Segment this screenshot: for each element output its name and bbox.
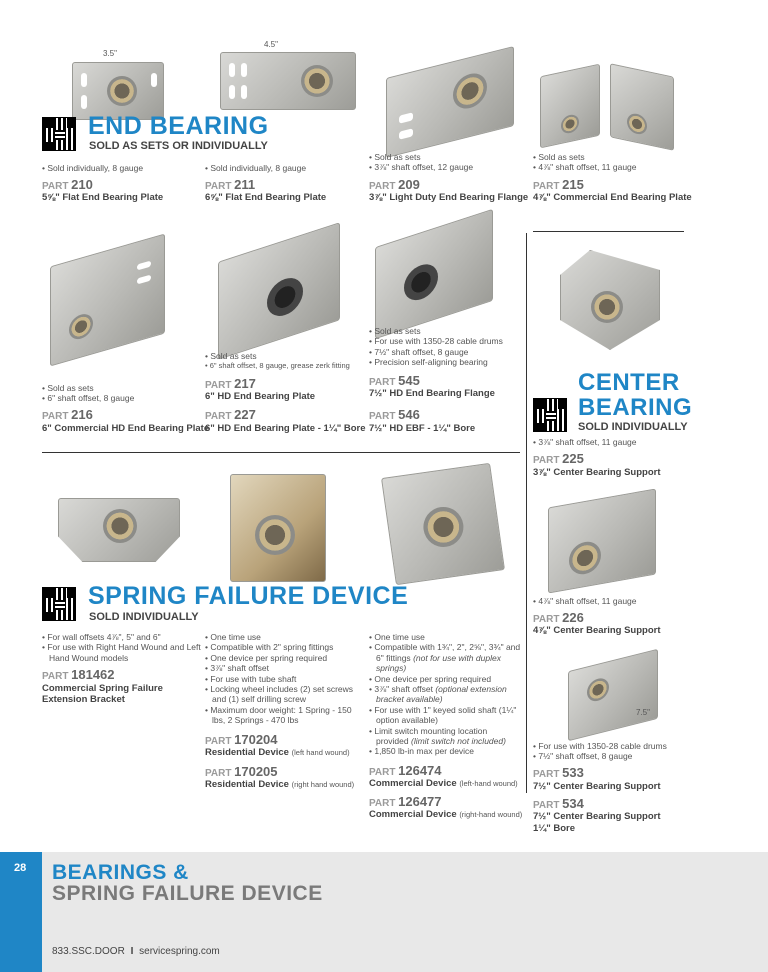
part-description-225: 3⅞" Center Bearing Support bbox=[533, 467, 661, 478]
part-number-225 bbox=[533, 451, 584, 466]
section-subtitle-spring-failure: SOLD INDIVIDUALLY bbox=[89, 611, 199, 623]
part-label: PART bbox=[205, 768, 232, 779]
part-label: PART bbox=[533, 614, 560, 625]
footer-phone[interactable]: 833.SSC.DOOR bbox=[52, 946, 125, 957]
feature-item: • Sold as sets bbox=[42, 383, 202, 393]
page-number: 28 bbox=[14, 862, 27, 874]
part-label: PART bbox=[533, 455, 560, 466]
part-number-217 bbox=[205, 376, 256, 391]
feature-list-170204 bbox=[205, 632, 365, 726]
part-number: 210 bbox=[71, 177, 93, 192]
part-number: 216 bbox=[71, 407, 93, 422]
part-number-533 bbox=[533, 765, 584, 780]
product-photo-215-right bbox=[610, 63, 674, 151]
part-number-209 bbox=[369, 177, 420, 192]
description-note: (left-hand wound) bbox=[459, 779, 518, 788]
part-number-170204 bbox=[205, 732, 278, 747]
divider-center-top bbox=[533, 231, 684, 232]
part-description-210: 5⅝" Flat End Bearing Plate bbox=[42, 192, 164, 203]
feature-list-209 bbox=[369, 152, 529, 173]
part-label: PART bbox=[42, 411, 69, 422]
part-number-534 bbox=[533, 796, 584, 811]
part-description-227: 6" HD End Bearing Plate - 1¼" Bore bbox=[205, 423, 366, 434]
part-label: PART bbox=[205, 181, 232, 192]
part-number-215 bbox=[533, 177, 584, 192]
product-photo-215-left bbox=[540, 64, 600, 149]
feature-item: • For use with 1" keyed solid shaft (1¼" option available) bbox=[369, 705, 521, 726]
feature-list-210 bbox=[42, 163, 202, 173]
footer-website[interactable]: servicespring.com bbox=[139, 946, 220, 957]
feature-text: 3⅞" shaft offset bbox=[374, 684, 433, 695]
part-label: PART bbox=[205, 736, 232, 747]
feature-item: • For wall offsets 4⅞", 5" and 6" bbox=[42, 632, 202, 642]
part-number-126477 bbox=[369, 794, 442, 809]
feature-item: • 6" shaft offset, 8 gauge bbox=[42, 393, 202, 403]
part-description-546: 7½" HD EBF - 1¼" Bore bbox=[369, 423, 476, 434]
product-photo-216 bbox=[50, 234, 165, 367]
feature-item: • 3⅞" shaft offset, 12 gauge bbox=[369, 162, 529, 172]
product-photo-545 bbox=[375, 209, 493, 339]
part-label: PART bbox=[369, 181, 396, 192]
part-description-126474 bbox=[369, 778, 518, 789]
feature-item: • One time use bbox=[205, 632, 365, 642]
feature-item bbox=[369, 684, 521, 705]
part-label: PART bbox=[369, 411, 396, 422]
part-description-217: 6" HD End Bearing Plate bbox=[205, 391, 316, 402]
part-number: 225 bbox=[562, 451, 584, 466]
part-description-215: 4⅞" Commercial End Bearing Plate bbox=[533, 192, 692, 203]
product-photo-226 bbox=[548, 488, 656, 593]
section-subtitle-end-bearing: SOLD AS SETS OR INDIVIDUALLY bbox=[89, 140, 268, 152]
footer-title-line1: BEARINGS & bbox=[52, 861, 189, 884]
part-description-211: 6⅝" Flat End Bearing Plate bbox=[205, 192, 327, 203]
footer-contact bbox=[52, 946, 220, 957]
part-number-211 bbox=[205, 177, 255, 192]
part-description-181462-line2: Extension Bracket bbox=[42, 694, 125, 705]
footer-title-line2: SPRING FAILURE DEVICE bbox=[52, 882, 323, 905]
dimension-label-210: 3.5" bbox=[103, 49, 117, 58]
feature-item: • 6" shaft offset, 8 gauge, grease zerk fitting bbox=[205, 361, 375, 371]
feature-list-215 bbox=[533, 152, 693, 173]
feature-item: • Sold as sets bbox=[369, 326, 529, 336]
product-photo-181462 bbox=[58, 498, 180, 562]
feature-item bbox=[369, 726, 521, 747]
part-number: 215 bbox=[562, 177, 584, 192]
part-number: 170204 bbox=[234, 732, 278, 747]
part-description-126477 bbox=[369, 809, 522, 820]
feature-item: • Sold as sets bbox=[205, 351, 375, 361]
feature-list-225 bbox=[533, 437, 693, 447]
section-title-center-bearing-line1: CENTER bbox=[578, 369, 680, 396]
part-number-216 bbox=[42, 407, 93, 422]
section-title-end-bearing: END BEARING bbox=[88, 112, 269, 140]
feature-item bbox=[369, 642, 521, 673]
footer-separator: I bbox=[130, 946, 134, 957]
part-number: 226 bbox=[562, 610, 584, 625]
product-photo-126474 bbox=[381, 463, 505, 585]
part-label: PART bbox=[205, 411, 232, 422]
part-number-210 bbox=[42, 177, 93, 192]
feature-note: (limit switch not included) bbox=[410, 736, 506, 747]
feature-item: • For use with tube shaft bbox=[205, 674, 365, 684]
part-number: 209 bbox=[398, 177, 420, 192]
feature-item: • Sold individually, 8 gauge bbox=[205, 163, 365, 173]
feature-item: • 4⅞" shaft offset, 11 gauge bbox=[533, 596, 693, 606]
part-number-126474 bbox=[369, 763, 442, 778]
feature-list-216 bbox=[42, 383, 202, 404]
feature-list-226 bbox=[533, 596, 693, 606]
part-description-226: 4⅞" Center Bearing Support bbox=[533, 625, 661, 636]
part-description-545: 7½" HD End Bearing Flange bbox=[369, 388, 495, 399]
feature-item: • 3⅞" shaft offset bbox=[205, 663, 365, 673]
part-description-534-line1: 7½" Center Bearing Support bbox=[533, 811, 661, 822]
feature-list-217 bbox=[205, 351, 375, 372]
part-number-546 bbox=[369, 407, 420, 422]
part-number-545 bbox=[369, 373, 420, 388]
description-text: Residential Device bbox=[205, 779, 289, 790]
feature-list-181462 bbox=[42, 632, 202, 663]
feature-item: • Precision self-aligning bearing bbox=[369, 357, 529, 367]
feature-item: • Sold as sets bbox=[369, 152, 529, 162]
feature-item: • One device per spring required bbox=[369, 674, 521, 684]
feature-item: • Locking wheel includes (2) set screws and (1) self drilling screw bbox=[205, 684, 365, 705]
qr-code-spring-failure[interactable] bbox=[42, 587, 76, 621]
part-number: 227 bbox=[234, 407, 256, 422]
feature-item: • One time use bbox=[369, 632, 521, 642]
part-label: PART bbox=[42, 671, 69, 682]
part-description-216: 6" Commercial HD End Bearing Plate bbox=[42, 423, 210, 434]
feature-text: Compatible with 1¾", 2", 2⅝", 3¾" and 6" fittings bbox=[374, 642, 521, 663]
description-text: Commercial Device bbox=[369, 809, 457, 820]
feature-item: • 4⅞" shaft offset, 11 gauge bbox=[533, 162, 693, 172]
part-label: PART bbox=[369, 798, 396, 809]
product-photo-533 bbox=[568, 649, 658, 741]
description-text: Commercial Device bbox=[369, 778, 457, 789]
part-label: PART bbox=[533, 769, 560, 780]
part-label: PART bbox=[42, 181, 69, 192]
product-photo-211 bbox=[220, 52, 356, 110]
part-number: 534 bbox=[562, 796, 584, 811]
product-photo-209 bbox=[386, 46, 514, 158]
dimension-label-211: 4.5" bbox=[264, 40, 278, 49]
feature-list-126474 bbox=[369, 632, 521, 757]
part-description-209: 3⅞" Light Duty End Bearing Flange bbox=[369, 192, 529, 203]
part-label: PART bbox=[369, 377, 396, 388]
part-number: 211 bbox=[234, 177, 256, 192]
part-description-533: 7½" Center Bearing Support bbox=[533, 781, 661, 792]
part-number-170205 bbox=[205, 764, 278, 779]
feature-item: • For use with 1350-28 cable drums bbox=[369, 336, 529, 346]
part-label: PART bbox=[533, 800, 560, 811]
feature-note: (optional extension bracket available) bbox=[376, 684, 507, 705]
part-number: 126474 bbox=[398, 763, 442, 778]
part-number-226 bbox=[533, 610, 584, 625]
part-label: PART bbox=[369, 767, 396, 778]
feature-text: Limit switch mounting location provided bbox=[374, 725, 488, 747]
feature-item: • Maximum door weight: 1 Spring - 150 lbs, 2 Springs - 470 lbs bbox=[205, 705, 365, 726]
description-note: (right hand wound) bbox=[291, 780, 355, 789]
part-label: PART bbox=[533, 181, 560, 192]
divider-spring-failure-top bbox=[42, 452, 520, 453]
section-title-center-bearing-line2: BEARING bbox=[578, 394, 693, 421]
part-description-181462-line1: Commercial Spring Failure bbox=[42, 683, 163, 694]
part-number: 181462 bbox=[71, 667, 115, 682]
part-description-170204 bbox=[205, 747, 350, 758]
part-number: 533 bbox=[562, 765, 584, 780]
part-number: 126477 bbox=[398, 794, 442, 809]
part-number-227 bbox=[205, 407, 256, 422]
part-number: 170205 bbox=[234, 764, 278, 779]
part-number-181462 bbox=[42, 667, 115, 682]
part-number: 545 bbox=[398, 373, 420, 388]
feature-list-533 bbox=[533, 741, 693, 762]
part-number: 217 bbox=[234, 376, 256, 391]
feature-list-211 bbox=[205, 163, 365, 173]
part-label: PART bbox=[205, 380, 232, 391]
description-note: (left hand wound) bbox=[291, 748, 350, 757]
part-description-170205 bbox=[205, 779, 354, 790]
divider-center-vertical bbox=[526, 233, 527, 793]
feature-item: • 3⅞" shaft offset, 11 gauge bbox=[533, 437, 693, 447]
feature-list-545 bbox=[369, 326, 529, 368]
feature-item: • 7½" shaft offset, 8 gauge bbox=[533, 751, 693, 761]
section-subtitle-center-bearing: SOLD INDIVIDUALLY bbox=[578, 421, 688, 433]
feature-item: • Compatible with 2" spring fittings bbox=[205, 642, 365, 652]
qr-code-center-bearing[interactable] bbox=[533, 398, 567, 432]
feature-item: • 7½" shaft offset, 8 gauge bbox=[369, 347, 529, 357]
feature-item: • 1,850 lb-in max per device bbox=[369, 746, 521, 756]
product-photo-217 bbox=[218, 222, 340, 360]
part-description-534-line2: 1¼" Bore bbox=[533, 823, 575, 834]
feature-item: • Sold as sets bbox=[533, 152, 693, 162]
product-photo-225 bbox=[560, 250, 660, 350]
feature-item: • Sold individually, 8 gauge bbox=[42, 163, 202, 173]
description-text: Residential Device bbox=[205, 747, 289, 758]
feature-item: • One device per spring required bbox=[205, 653, 365, 663]
description-note: (right-hand wound) bbox=[459, 810, 523, 819]
qr-code-end-bearing[interactable] bbox=[42, 117, 76, 151]
feature-note: (not for use with duplex springs) bbox=[376, 652, 501, 674]
product-photo-170204 bbox=[230, 474, 326, 582]
feature-item: • For use with 1350-28 cable drums bbox=[533, 741, 693, 751]
part-number: 546 bbox=[398, 407, 420, 422]
feature-item: • For use with Right Hand Wound and Left Hand Wound models bbox=[42, 642, 202, 663]
dimension-label-533: 7.5" bbox=[636, 708, 650, 717]
section-title-spring-failure: SPRING FAILURE DEVICE bbox=[88, 582, 409, 610]
